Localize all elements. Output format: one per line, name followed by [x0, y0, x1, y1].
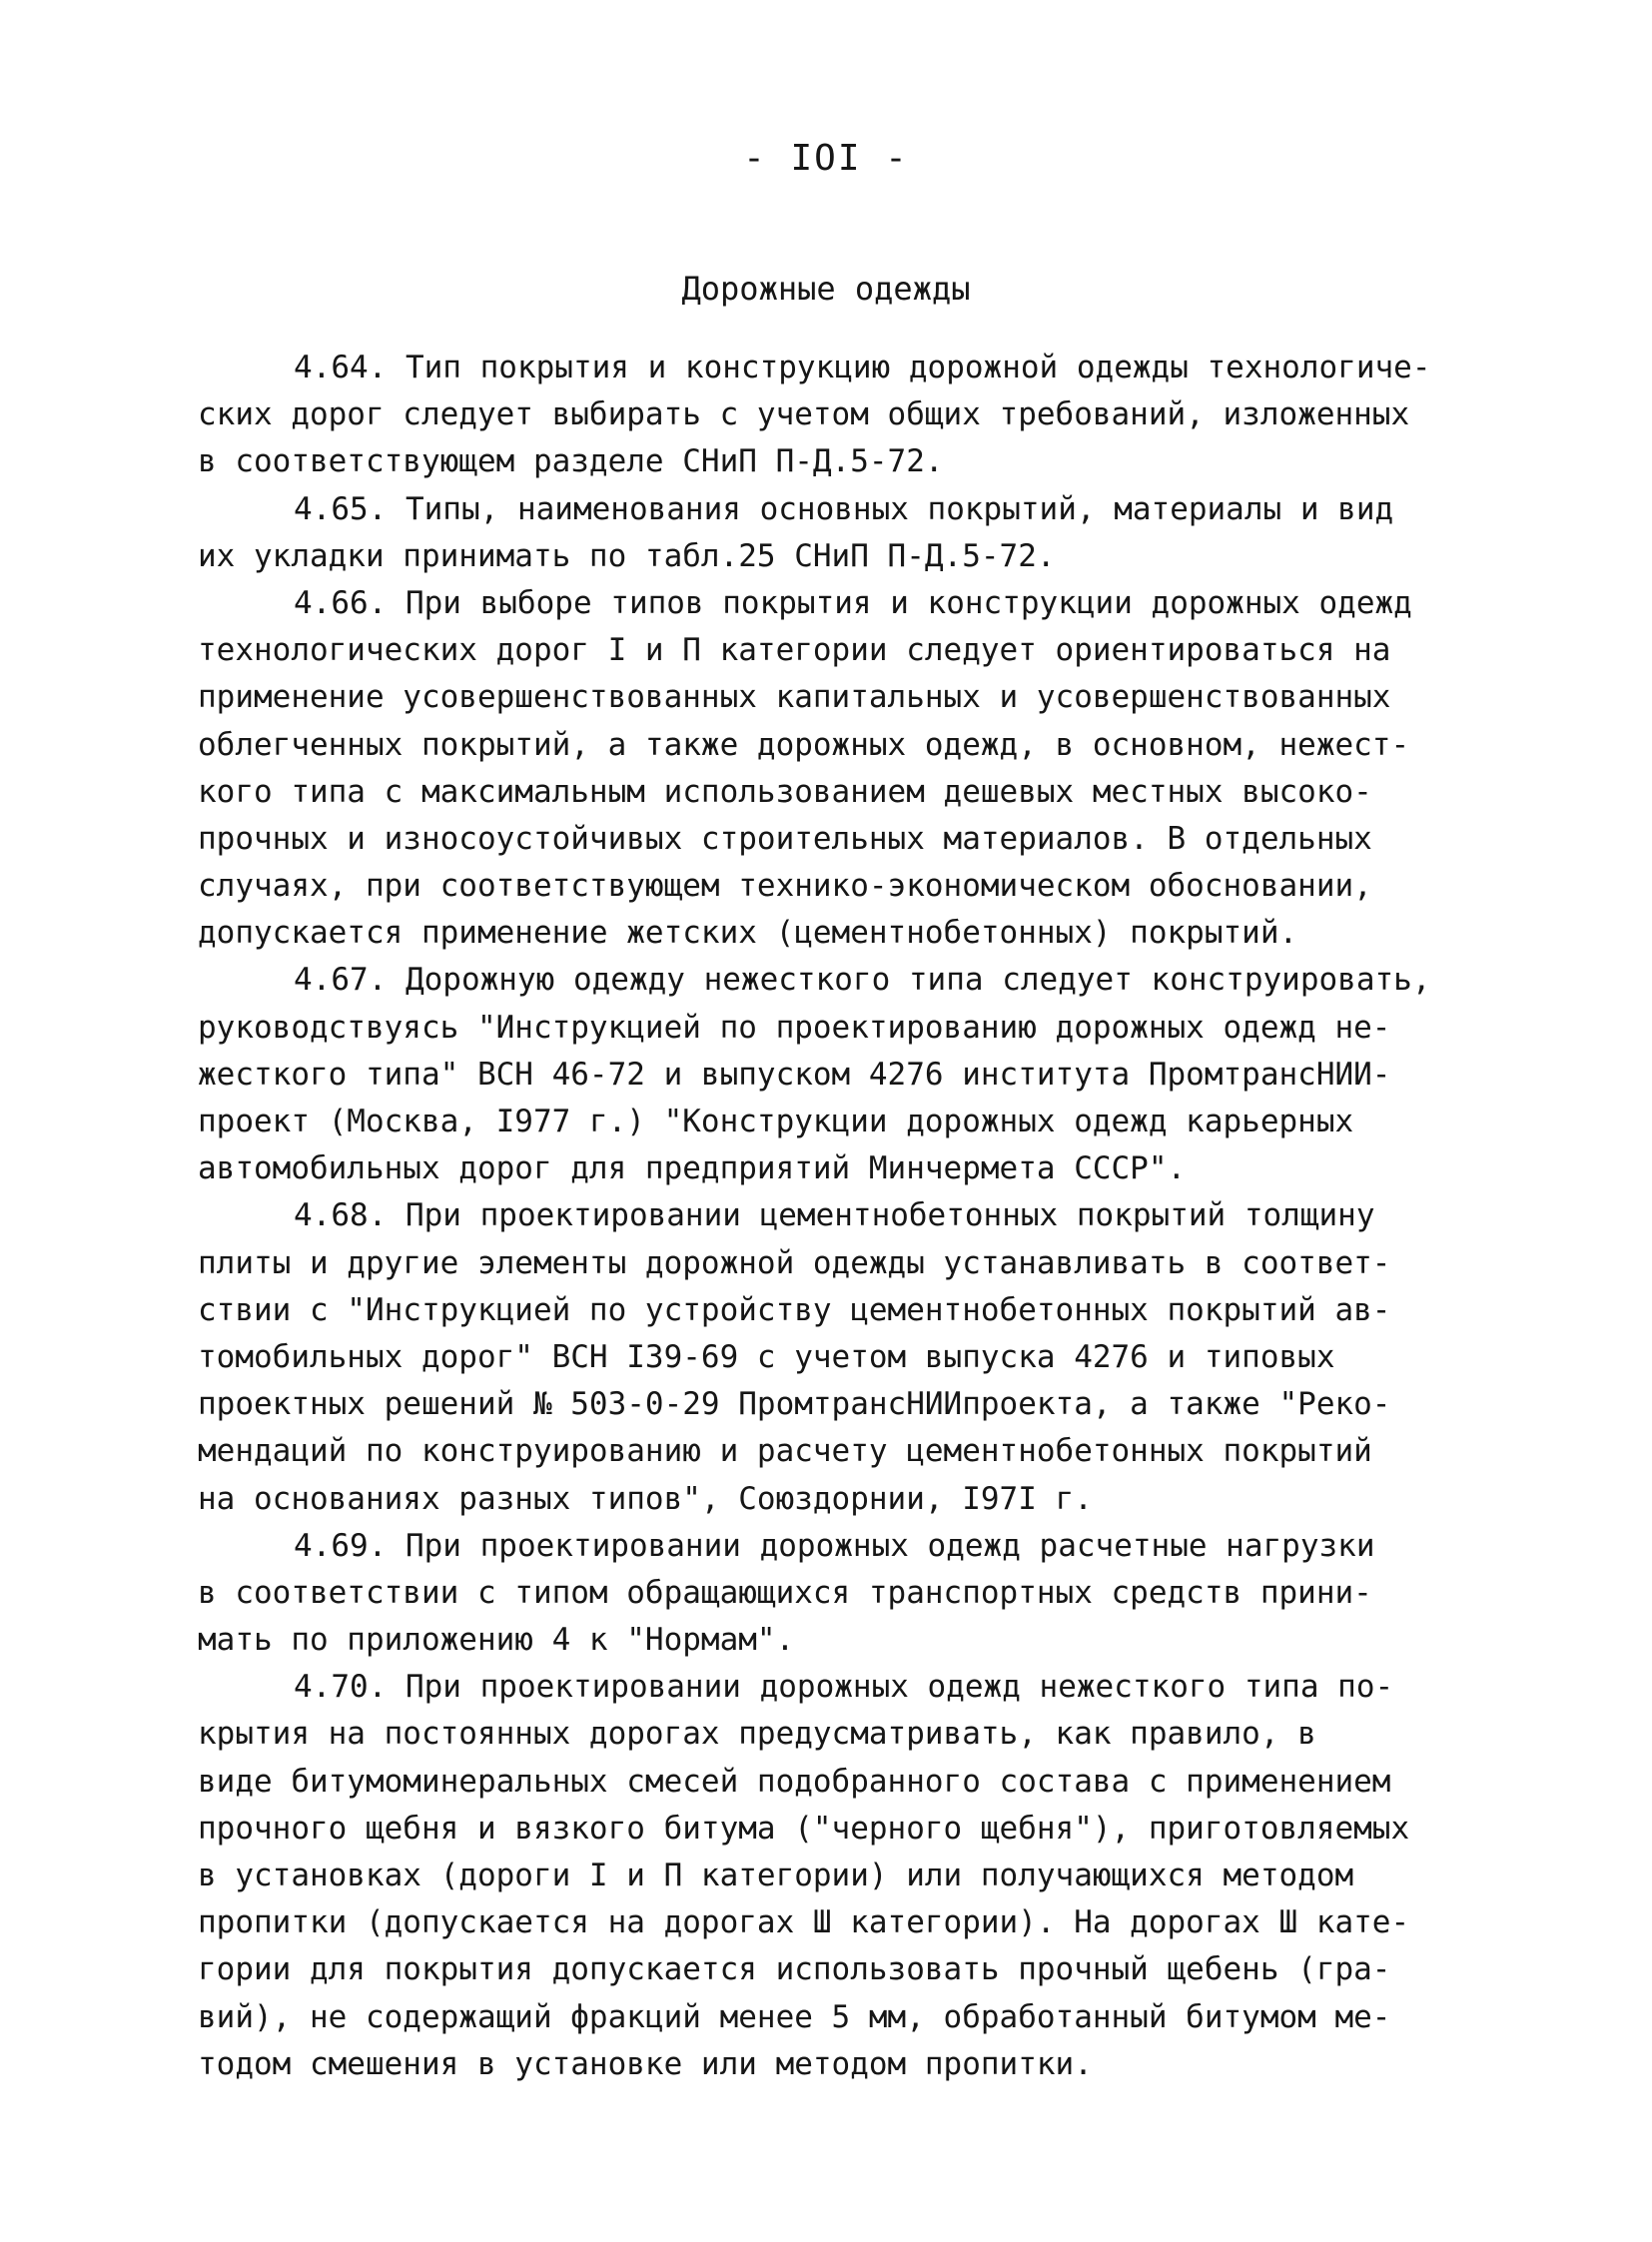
text-line: прочного щебня и вязкого битума ("черного щебня"), приготовляемых [198, 1810, 1410, 1847]
text-line: вий), не содержащий фракций менее 5 мм, обработанный битумом ме- [198, 1998, 1391, 2035]
text-line: крытия на постоянных дорогах предусматривать, как правило, в [198, 1716, 1316, 1753]
text-line: 4.64. Тип покрытия и конструкцию дорожной одежды технологиче- [294, 350, 1431, 385]
text-line: 4.70. При проектировании дорожных одежд нежесткого типа по- [294, 1669, 1394, 1706]
text-line: допускается применение жетских (цементнобетонных) покрытий. [198, 915, 1298, 952]
text-line: тодом смешения в установке или методом пропитки. [198, 2045, 1093, 2082]
text-line: пропитки (допускается на дорогах Ш категории). На дорогах Ш кате- [198, 1904, 1410, 1941]
body-text [198, 345, 1456, 2088]
text-line: жесткого типа" ВСН 46-72 и выпуском 4276 института ПромтрансНИИ- [198, 1056, 1391, 1093]
text-line: 4.65. Типы, наименования основных покрытий, материалы и вид [294, 490, 1394, 527]
text-line: на основаниях разных типов", Союздорнии, I97I г. [198, 1480, 1093, 1517]
text-line: 4.67. Дорожную одежду нежесткого типа следует конструировать, [294, 962, 1431, 999]
text-line: проект (Москва, I977 г.) "Конструкции дорожных одежд карьерных [198, 1104, 1354, 1139]
text-line: 4.66. При выборе типов покрытия и конструкции дорожных одежд [294, 584, 1412, 621]
text-line: технологических дорог I и П категории следует ориентироваться на [198, 632, 1391, 669]
text-line: мать по приложению 4 к "Нормам". [198, 1622, 795, 1659]
text-line: автомобильных дорог для предприятий Минчермета СССР". [198, 1150, 1187, 1187]
text-line: руководствуясь "Инструкцией по проектированию дорожных одежд не- [198, 1009, 1391, 1046]
text-line: облегченных покрытий, а также дорожных одежд, в основном, нежест- [198, 726, 1410, 763]
text-line: гории для покрытия допускается использовать прочный щебень (гра- [198, 1951, 1391, 1988]
text-line: томобильных дорог" ВСН I39-69 с учетом выпуска 4276 и типовых [198, 1338, 1335, 1375]
text-line: прочных и износоустойчивых строительных материалов. В отдельных [198, 820, 1372, 857]
text-line: проектных решений № 503-0-29 ПромтрансНИИпроекта, а также "Реко- [198, 1386, 1391, 1423]
text-line: в установках (дороги I и П категории) или получающихся методом [198, 1858, 1354, 1893]
text-line: применение усовершенствованных капитальных и усовершенствованных [198, 679, 1391, 716]
text-line: ствии с "Инструкцией по устройству цементнобетонных покрытий ав- [198, 1291, 1391, 1328]
text-line: кого типа с максимальным использованием дешевых местных высоко- [198, 773, 1372, 810]
text-line: виде битумоминеральных смесей подобранного состава с применением [198, 1763, 1391, 1800]
text-line: плиты и другие элементы дорожной одежды устанавливать в соответ- [198, 1244, 1391, 1281]
text-line: 4.68. При проектировании цементнобетонных покрытий толщину [294, 1197, 1375, 1234]
text-line: случаях, при соответствующем технико-экономическом обосновании, [198, 868, 1372, 905]
text-line: 4.69. При проектировании дорожных одежд расчетные нагрузки [294, 1527, 1375, 1564]
text-line: мендаций по конструированию и расчету цементнобетонных покрытий [198, 1433, 1372, 1470]
text-line: в соответствующем разделе СНиП П-Д.5-72. [198, 443, 944, 480]
page-number: - IOI - [743, 138, 909, 179]
text-line: их укладки принимать по табл.25 СНиП П-Д.5-72. [198, 537, 1056, 574]
section-title: Дорожные одежды [681, 270, 971, 308]
text-line: ских дорог следует выбирать с учетом общих требований, изложенных [198, 396, 1410, 433]
text-line: в соответствии с типом обращающихся транспортных средств прини- [198, 1574, 1372, 1611]
